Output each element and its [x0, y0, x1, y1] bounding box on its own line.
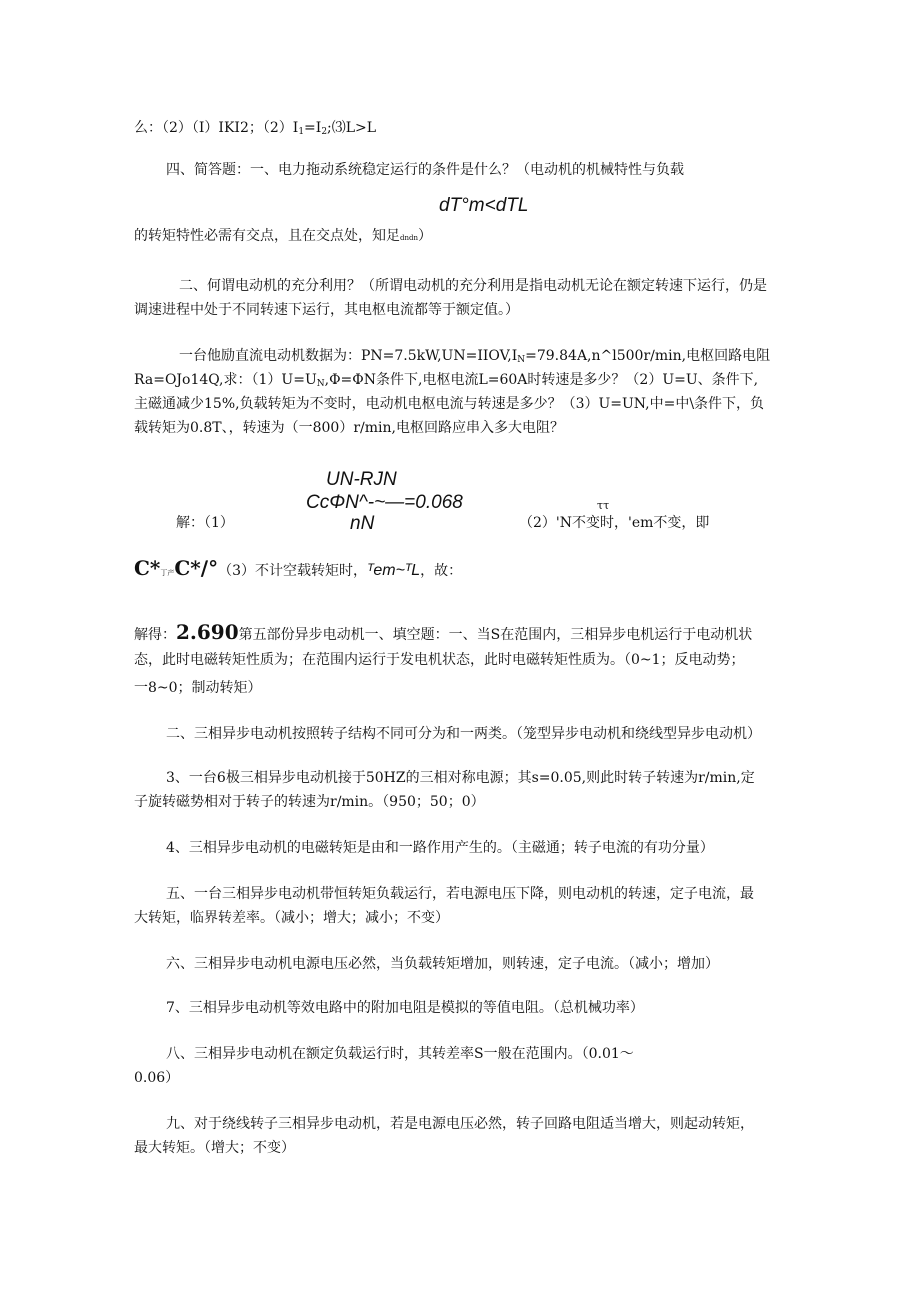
- fill-blank-8-line-1: 八、三相异步电动机在额定负载运行时，其转差率S一般在范围内。（0.01～: [166, 1046, 634, 1062]
- fill-blank-8-line-2: 0.06）: [134, 1070, 180, 1086]
- problem-line-2: Ra=OJo14Q,求：$(1)U=U_N,\Phi=\Phi N$条件下,电枢电流L=60A时转速是多少？（2）U=U、条件下,: [134, 372, 759, 389]
- fill-blank-5-line-1: 五、一台三相异步电动机带恒转矩负载运行，若电源电压下降，则电动机的转速，定子电流，最: [166, 886, 754, 902]
- fill-blank-1-line-3: 一8~0；制动转矩）: [134, 680, 262, 696]
- fill-blank-6: 六、三相异步电动机电源电压必然，当负载转矩增加，则转速，定子电流。（减小；增加）: [166, 956, 719, 972]
- short-answer-question-1: 四、简答题：一、电力拖动系统稳定运行的条件是什么？（电动机的机械特性与负载: [166, 162, 684, 178]
- fill-blank-3-line-1: 3、一台6极三相异步电动机接于50HZ的三相对称电源；其s=0.05,则此时转子转速为r∕min,定: [166, 770, 755, 786]
- fill-blank-3-line-2: 子旋转磁势相对于转子的转速为r∕min。（950；50；0）: [134, 794, 485, 810]
- formula-denominator: nN: [350, 513, 375, 534]
- fill-blank-9-line-1: 九、对于绕线转子三相异步电动机，若是电源电压必然，转子回路电阻适当增大，则起动转矩，: [166, 1116, 754, 1132]
- solution-line-2: C*丁产C*∕°（3）不计空载转矩时，ᵀem~ᵀL，故：: [134, 556, 463, 580]
- fill-blank-9-line-2: 最大转矩。（增大；不变）: [134, 1140, 295, 1156]
- solution-label: 解：（1）: [176, 515, 234, 531]
- fill-blank-2: 二、三相异步电动机按照转子结构不同可分为和一两类。（笼型异步电动机和绕线型异步电动机）: [166, 726, 761, 742]
- question-2-line-1: 二、何谓电动机的充分利用？（所谓电动机的充分利用是指电动机无论在额定转速下运行，仍是: [179, 278, 767, 294]
- fill-blank-7: 7、三相异步电动机等效电路中的附加电阻是模拟的等值电阻。（总机械功率）: [166, 1000, 644, 1016]
- solution-result-line: 解得：2.690第五部份异步电动机一、填空题：一、当S在范围内，三相异步电机运行于电动机状: [134, 620, 753, 644]
- problem-line-4: 载转矩为0.8T、，转速为（一800）r∕min,电枢回路应串入多大电阻？: [134, 420, 564, 436]
- answer-line-1: 么：（2）（I）IKI2；$(2)I_1=I_2;⑶L>L$: [134, 120, 377, 137]
- question-2-line-2: 调速进程中处于不同转速下运行，其电枢电流都等于额定值。）: [134, 302, 519, 318]
- stability-answer: 的转矩特性必需有交点，且在交点处，知足dndn）: [134, 228, 432, 244]
- formula-tau-mark: ττ: [597, 499, 610, 512]
- fill-blank-5-line-2: 大转矩，临界转差率。（减小；增大；减小；不变）: [134, 910, 449, 926]
- problem-line-1: 一台他励直流电动机数据为：$PN=7.5kW,UN=IIOV,I_N=79.84A,n\^{}l500r∕\min$,电枢回路电阻: [179, 348, 771, 365]
- fill-blank-4: 4、三相异步电动机的电磁转矩是由和一路作用产生的。（主磁通；转子电流的有功分量）: [166, 840, 714, 856]
- solution-part-2: （2）'N不变时，'em不变，即: [519, 515, 710, 531]
- fill-blank-1-line-2: 态，此时电磁转矩性质为；在范围内运行于发电机状态，此时电磁转矩性质为。（0~1；反电动势；: [134, 652, 745, 668]
- formula-main: CcΦN^-~—=0.068: [306, 492, 463, 513]
- formula-numerator: UN-RJN: [326, 469, 397, 490]
- stability-formula: dT°m<dTL: [439, 195, 529, 216]
- problem-line-3: 主磁通减少15%,负载转矩为不变时，电动机电枢电流与转速是多少？（3）U=UN,中=中\条件下，负: [134, 396, 765, 412]
